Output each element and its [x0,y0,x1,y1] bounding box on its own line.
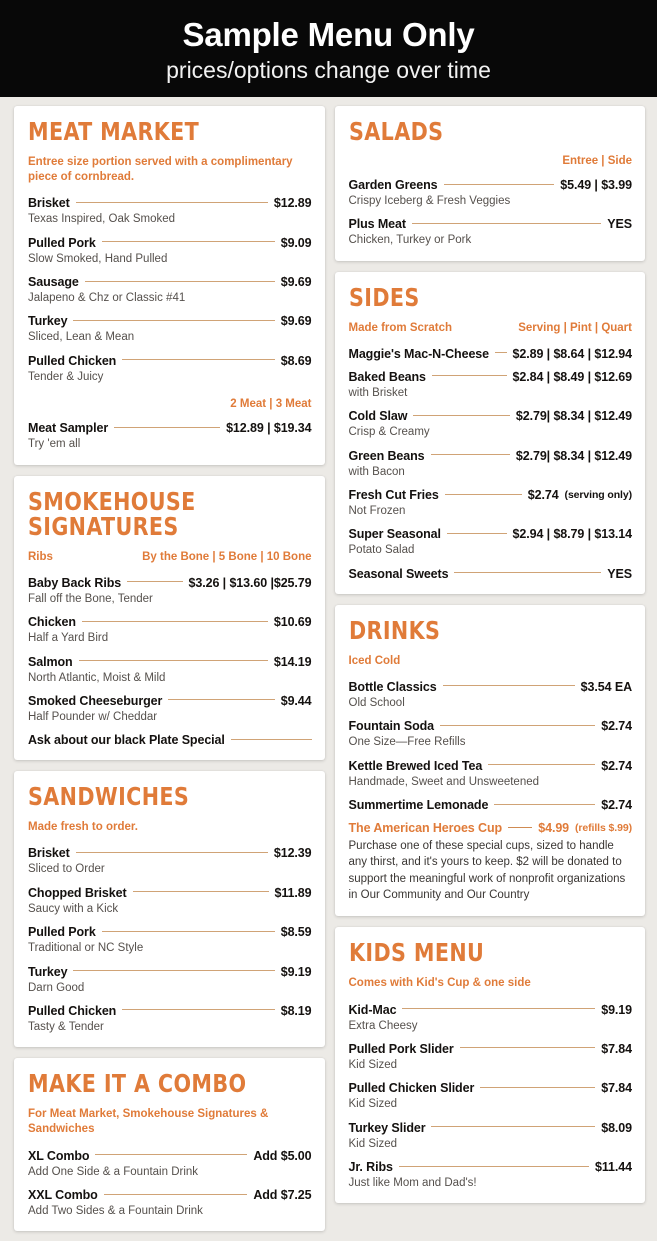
menu-item-line [349,821,633,835]
menu-item-line [349,1042,633,1056]
section-title-salads: SALADS [348,117,443,146]
menu-item-price: $4.99 [538,821,570,836]
menu-item[interactable] [28,646,312,685]
menu-item-line [349,1121,633,1135]
menu-item-line [28,275,312,289]
menu-item-price: $14.19 [273,654,312,669]
leader-line [432,375,507,376]
menu-card-sandwiches [14,771,325,1047]
menu-item-name: Meat Sampler [28,421,109,436]
section-note: Entree size portion served with a complimentary piece of cornbread. [28,156,293,184]
menu-item[interactable] [349,1033,633,1072]
menu-item-description: Half a Yard Bird [28,632,109,645]
leader-line [133,891,269,892]
leader-line [443,685,575,686]
leader-line [447,533,507,534]
menu-item-line [28,196,312,210]
menu-item-name: Ask about our black Plate Special [28,733,225,748]
menu-item[interactable] [349,671,633,710]
leader-line [85,281,275,282]
menu-item-price: $2.89 | $8.64 | $12.94 [512,346,632,361]
menu-item-name: XXL Combo [28,1188,98,1203]
menu-item-name: Pulled Chicken [28,1003,117,1018]
menu-item-line [28,694,312,708]
menu-item-price: $9.69 [280,275,312,290]
leader-line [102,241,275,242]
menu-item-description: Kid Sized [348,1058,398,1071]
page-subtitle: prices/options change over time [166,56,491,83]
menu-item-price: YES [607,566,632,581]
menu-item-description: Sliced, Lean & Mean [28,331,135,344]
menu-item-price: $11.44 [595,1160,632,1175]
menu-item-line [28,846,312,860]
menu-item-description: Fall off the Bone, Tender [28,592,153,605]
leader-line [102,931,275,932]
menu-item-description: Handmade, Sweet and Unsweetened [348,775,540,788]
menu-item-name: Seasonal Sweets [348,566,449,581]
menu-item-name: Jr. Ribs [348,1160,393,1175]
menu-item-line [349,1081,633,1095]
leader-line [168,699,274,700]
section-note: Iced Cold [348,654,401,667]
section-note: For Meat Market, Smokehouse Signatures & Sandwiches [28,1108,269,1136]
menu-item-description: Add Two Sides & a Fountain Drink [28,1205,203,1218]
menu-item-description: with Brisket [348,386,408,399]
menu-item[interactable] [28,266,312,305]
menu-item[interactable] [349,750,633,789]
menu-card-meat-market [14,106,325,465]
menu-item-price: Add $5.00 [253,1148,312,1163]
section-note: Comes with Kid's Cup & one side [348,977,531,990]
menu-item-price: $3.54 EA [580,679,632,694]
menu-item-name: Maggie's Mac-N-Cheese [348,346,489,361]
section-note: Made from Scratch [348,321,453,334]
menu-item-price: $9.09 [280,235,312,250]
menu-item[interactable] [28,305,312,344]
menu-item-line [349,680,633,694]
menu-item-price: $2.74 [601,758,632,773]
menu-item-name: XL Combo [28,1148,90,1163]
menu-item-description: Just like Mom and Dad's! [348,1177,477,1190]
menu-item[interactable] [349,1112,633,1151]
menu-item-price: $9.19 [601,1002,632,1017]
leader-line [73,970,274,971]
menu-item-name: Chopped Brisket [28,885,127,900]
menu-item-price-note: (refills $.99) [575,822,632,835]
menu-item[interactable] [28,1140,312,1179]
section-title-meat-market: MEAT MARKET [28,117,200,146]
menu-item-price: $12.89 | $19.34 [226,421,312,436]
menu-body [0,97,657,1241]
menu-item-price: $10.69 [273,615,312,630]
menu-item-name: Pulled Chicken [28,353,117,368]
menu-card-sides [335,272,646,594]
menu-item-name: Brisket [28,196,70,211]
leader-line [444,184,555,185]
menu-item-line [28,1004,312,1018]
menu-item-description: Darn Good [28,981,85,994]
menu-item-price: $8.69 [280,353,312,368]
menu-item[interactable] [28,187,312,226]
menu-item-name: Fresh Cut Fries [348,488,439,503]
menu-item-description: Kid Sized [348,1098,398,1111]
menu-item-price: $3.26 | $13.60 |$25.79 [188,575,312,590]
left-column [14,106,325,1231]
menu-item-name: Baby Back Ribs [28,575,122,590]
leader-line [460,1047,596,1048]
menu-item-name: Baked Beans [348,369,426,384]
leader-line [454,572,601,573]
menu-item-price: $8.09 [601,1120,632,1135]
menu-item-line [28,354,312,368]
menu-item-name: Salmon [28,654,73,669]
menu-item[interactable] [28,412,312,451]
section-column-headers: Entree | Side [562,155,632,167]
menu-item-line [349,449,633,463]
menu-item-name: Green Beans [348,448,425,463]
section-title-sides: SIDES [348,282,420,312]
leader-line [122,1009,275,1010]
menu-item-description: Traditional or NC Style [28,942,144,955]
menu-item-description: Slow Smoked, Hand Pulled [28,252,168,265]
menu-item-name: Kid-Mac [348,1002,397,1017]
menu-item-name: Turkey Slider [348,1120,426,1135]
menu-item[interactable] [349,518,633,557]
menu-item-description: Saucy with a Kick [28,902,119,915]
menu-item[interactable] [349,479,633,518]
leader-line [431,1126,595,1127]
menu-item-line [28,615,312,629]
menu-item[interactable] [349,1072,633,1111]
menu-item-line [349,719,633,733]
section-title-make-it-a-combo: MAKE IT A COMBO [28,1069,247,1099]
menu-item-line [28,1188,312,1202]
menu-item-line [28,421,312,435]
menu-item[interactable] [28,916,312,955]
menu-item-description: Extra Cheesy [348,1019,418,1032]
menu-item-description: Texas Inspired, Oak Smoked [28,213,176,226]
menu-item-name: Sausage [28,275,79,290]
menu-item-name: Plus Meat [348,217,406,232]
menu-item-price-note: (serving only) [564,489,632,502]
menu-item-paragraph: Purchase one of these special cups, sized to handle any thirst, and it's yours to keep. $2 will be donated to support the meaningful work of nonprofit organizations in Our Community and Our Country [348,840,626,902]
menu-item-line [349,488,633,502]
menu-item-price: $2.79| $8.34 | $12.49 [515,448,632,463]
menu-item-price: $9.19 [280,964,312,979]
menu-item-price: $11.89 [274,885,312,900]
section-note: Made fresh to order. [28,821,138,834]
menu-item[interactable] [28,606,312,645]
menu-item[interactable] [28,345,312,384]
menu-item[interactable] [349,361,633,400]
section-spacer [28,384,312,398]
menu-item-price: $9.69 [280,314,312,329]
menu-item[interactable] [28,995,312,1034]
menu-item-price: $9.44 [280,693,312,708]
menu-card-salads [335,106,646,261]
leader-line [231,739,312,740]
menu-item[interactable] [28,567,312,606]
leader-line [79,660,268,661]
menu-item-name: Bottle Classics [348,679,437,694]
leader-line [431,454,510,455]
menu-item-line [349,759,633,773]
menu-item-description: Add One Side & a Fountain Drink [28,1165,199,1178]
menu-item-name: Pulled Pork [28,235,96,250]
menu-item-price: $8.59 [280,925,312,940]
menu-item[interactable] [349,994,633,1033]
menu-item-name: Garden Greens [348,178,438,192]
menu-item-price: $2.74 [527,488,559,503]
section-subheader-row [349,321,633,336]
menu-item-name: Fountain Soda [348,719,434,734]
leader-line [508,827,532,828]
menu-item[interactable] [349,812,633,903]
leader-line [95,1154,247,1155]
menu-item[interactable] [349,208,633,247]
menu-item-description: with Bacon [348,465,405,478]
menu-item-name: Pulled Pork Slider [348,1041,454,1056]
menu-item-price: $5.49 | $3.99 [560,178,632,192]
menu-item-description: Try 'em all [28,438,81,451]
menu-item[interactable] [349,710,633,749]
leader-line [82,621,268,622]
menu-item-description: Not Frozen [348,505,406,518]
menu-item[interactable] [28,724,312,747]
menu-item-description: Sliced to Order [28,863,105,876]
menu-item-line [28,1149,312,1163]
leader-line [488,764,595,765]
menu-item-line [28,733,312,747]
leader-line [480,1087,595,1088]
menu-item-description: Tender & Juicy [28,370,104,383]
menu-item-line [349,217,633,231]
menu-item-line [28,576,312,590]
menu-item-line [349,409,633,423]
leader-line [122,359,275,360]
menu-card-drinks [335,605,646,917]
menu-item-name: Summertime Lemonade [348,798,489,813]
menu-item-line [28,965,312,979]
section-subheader-row [28,550,312,565]
leader-line [114,427,220,428]
leader-line [76,202,268,203]
menu-item-description: Crisp & Creamy [348,426,430,439]
leader-line [402,1008,595,1009]
menu-item-name: Pulled Pork [28,925,96,940]
menu-item[interactable] [28,685,312,724]
leader-line [73,320,274,321]
menu-item-name: Kettle Brewed Iced Tea [348,758,483,773]
menu-item-line [349,347,633,361]
menu-item-price: $2.74 [601,719,632,734]
menu-item[interactable] [28,956,312,995]
menu-item[interactable] [28,227,312,266]
menu-item-line [28,925,312,939]
leader-line [495,352,507,353]
menu-item[interactable] [349,440,633,479]
menu-header-band [0,0,657,97]
leader-line [127,581,182,582]
menu-card-make-it-a-combo [14,1058,325,1231]
menu-item-description: Potato Salad [348,544,415,557]
section-title-drinks: DRINKS [348,615,440,645]
menu-item-price: $7.84 [601,1041,632,1056]
menu-item-description: Old School [348,696,405,709]
menu-item-description: Half Pounder w/ Cheddar [28,710,158,723]
menu-item-price: $12.39 [273,846,312,861]
menu-item-description: North Atlantic, Moist & Mild [28,671,166,684]
menu-item-line [349,178,633,192]
menu-item-line [28,236,312,250]
section-title-kids-menu: KIDS MENU [348,938,484,968]
menu-item-description: Tasty & Tender [28,1020,104,1033]
menu-item[interactable] [28,877,312,916]
menu-item[interactable] [349,1151,633,1190]
section-sub-column-headers: 2 Meat | 3 Meat [230,398,312,411]
section-title-smokehouse-signatures: SMOKEHOUSE SIGNATURES [28,486,196,541]
menu-item-line [349,567,633,581]
menu-item[interactable] [349,169,633,208]
leader-line [412,223,601,224]
menu-item-name: Turkey [28,964,68,979]
menu-item-price: $7.84 [601,1081,632,1096]
leader-line [76,852,268,853]
menu-item-name: Pulled Chicken Slider [348,1081,475,1096]
menu-item-description: Jalapeno & Chz or Classic #41 [28,292,186,305]
menu-item-price: $2.79| $8.34 | $12.49 [515,409,632,424]
leader-line [399,1166,589,1167]
leader-line [440,725,595,726]
menu-item-description: Kid Sized [348,1137,398,1150]
menu-item-description: Crispy Iceberg & Fresh Veggies [348,195,511,207]
menu-item-price: $8.19 [280,1003,312,1018]
menu-item-line [28,655,312,669]
menu-item-price: YES [607,217,632,232]
section-column-headers: Serving | Pint | Quart [518,321,632,334]
menu-item-name: Cold Slaw [348,409,408,424]
menu-item-line [349,798,633,812]
menu-item-line [349,1003,633,1017]
section-note: Ribs [28,550,53,563]
section-column-headers: By the Bone | 5 Bone | 10 Bone [142,550,312,563]
leader-line [413,415,510,416]
menu-item-line [28,886,312,900]
menu-item-name: Super Seasonal [348,527,441,542]
menu-item-line [28,314,312,328]
menu-item-name: Smoked Cheeseburger [28,693,163,708]
menu-item-price: $2.84 | $8.49 | $12.69 [512,369,632,384]
menu-item-line [349,1160,633,1174]
right-column [335,106,646,1231]
menu-item-line [349,370,633,384]
menu-item[interactable] [28,1179,312,1218]
menu-item-name: Brisket [28,846,70,861]
leader-line [494,804,595,805]
menu-item-price: Add $7.25 [253,1188,312,1203]
menu-card-kids-menu [335,927,646,1203]
menu-item-price: $12.89 [273,196,312,211]
menu-item[interactable] [349,558,633,581]
menu-item[interactable] [28,837,312,876]
menu-item[interactable] [349,400,633,439]
menu-item[interactable] [349,338,633,361]
leader-line [104,1194,248,1195]
menu-item-line [349,527,633,541]
page-title: Sample Menu Only [182,15,475,53]
menu-card-smokehouse-signatures [14,476,325,761]
menu-item-name: Chicken [28,615,76,630]
leader-line [445,494,522,495]
menu-item-description: Chicken, Turkey or Pork [348,234,472,247]
menu-item-name: Turkey [28,314,68,329]
menu-item-price: $2.94 | $8.79 | $13.14 [512,527,632,542]
menu-item-price: $2.74 [601,798,632,813]
menu-item-description: One Size—Free Refills [348,736,466,749]
section-title-sandwiches: SANDWICHES [28,782,190,812]
menu-item-name: The American Heroes Cup [348,821,503,836]
menu-item[interactable] [349,789,633,812]
